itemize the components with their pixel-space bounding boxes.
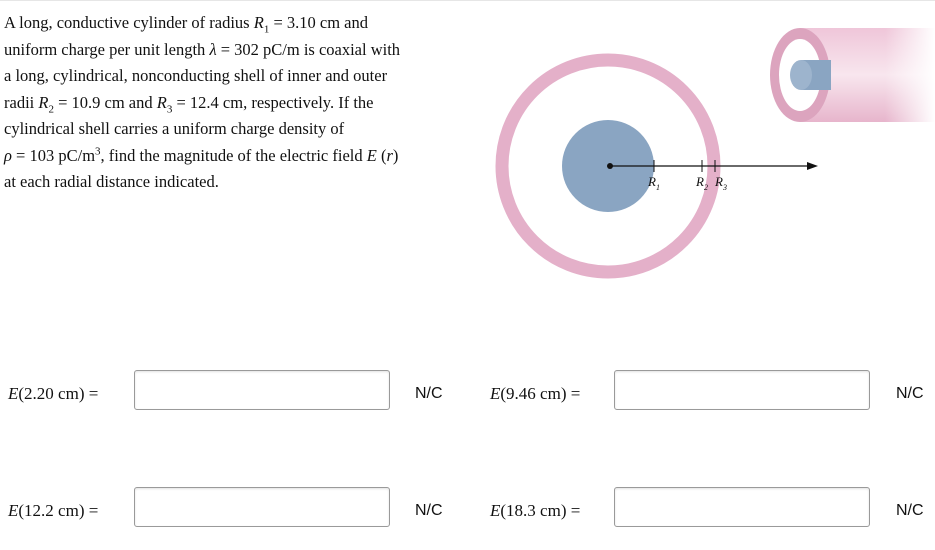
var-rho: ρ (4, 145, 12, 165)
answer-label-1: E(2.20 cm) = (8, 384, 99, 403)
answer-label-4: E(18.3 cm) = (490, 501, 581, 520)
problem-line-3: a long, cylindrical, nonconducting shell of inner and outer (4, 66, 388, 85)
answer-input-3[interactable] (134, 487, 390, 527)
top-divider (0, 0, 935, 1)
problem-line-6: ρ = 103 $pC/m^3$, find the magnitude of the electric field E (r) (4, 145, 399, 165)
var-R: R (38, 92, 49, 112)
coaxial-figure (490, 20, 935, 290)
unit-label-4: N/C (896, 502, 924, 519)
var-lambda: λ (209, 39, 217, 59)
arrowhead-icon (807, 162, 818, 170)
center-dot (607, 163, 613, 169)
var-r: r (386, 145, 393, 165)
problem-line-2: uniform charge per unit length λ = 302 pC/m is coaxial with (4, 39, 401, 59)
problem-line-1: A long, conductive cylinder of radius $R_1 = 3.10$ cm and (4, 13, 368, 36)
answer-input-1[interactable] (134, 370, 390, 410)
label-r3: $R_3$ (715, 174, 727, 192)
cylinder-3d-view (770, 28, 935, 122)
answer-label-3: E(12.2 cm) = (8, 501, 99, 520)
var-E: E (366, 145, 377, 165)
label-r1: $R_1$ (648, 174, 660, 192)
problem-line-5: cylindrical shell carries a uniform charge density of (4, 119, 345, 138)
problem-line-4: radii $R_2 = 10.9$ cm and $R_3 = 12.4$ cm, respectively. If the (4, 92, 374, 115)
var-R: R (156, 92, 167, 112)
label-r2: $R_2$ (696, 174, 708, 192)
problem-line-7: at each radial distance indicated. (4, 172, 219, 191)
answer-label-2: E(9.46 cm) = (490, 384, 581, 403)
var-R: R (253, 13, 264, 32)
answer-input-4[interactable] (614, 487, 870, 527)
problem-statement (4, 10, 454, 196)
unit-label-1: N/C (415, 385, 443, 402)
answer-input-2[interactable] (614, 370, 870, 410)
unit-label-3: N/C (415, 502, 443, 519)
unit-label-2: N/C (896, 385, 924, 402)
